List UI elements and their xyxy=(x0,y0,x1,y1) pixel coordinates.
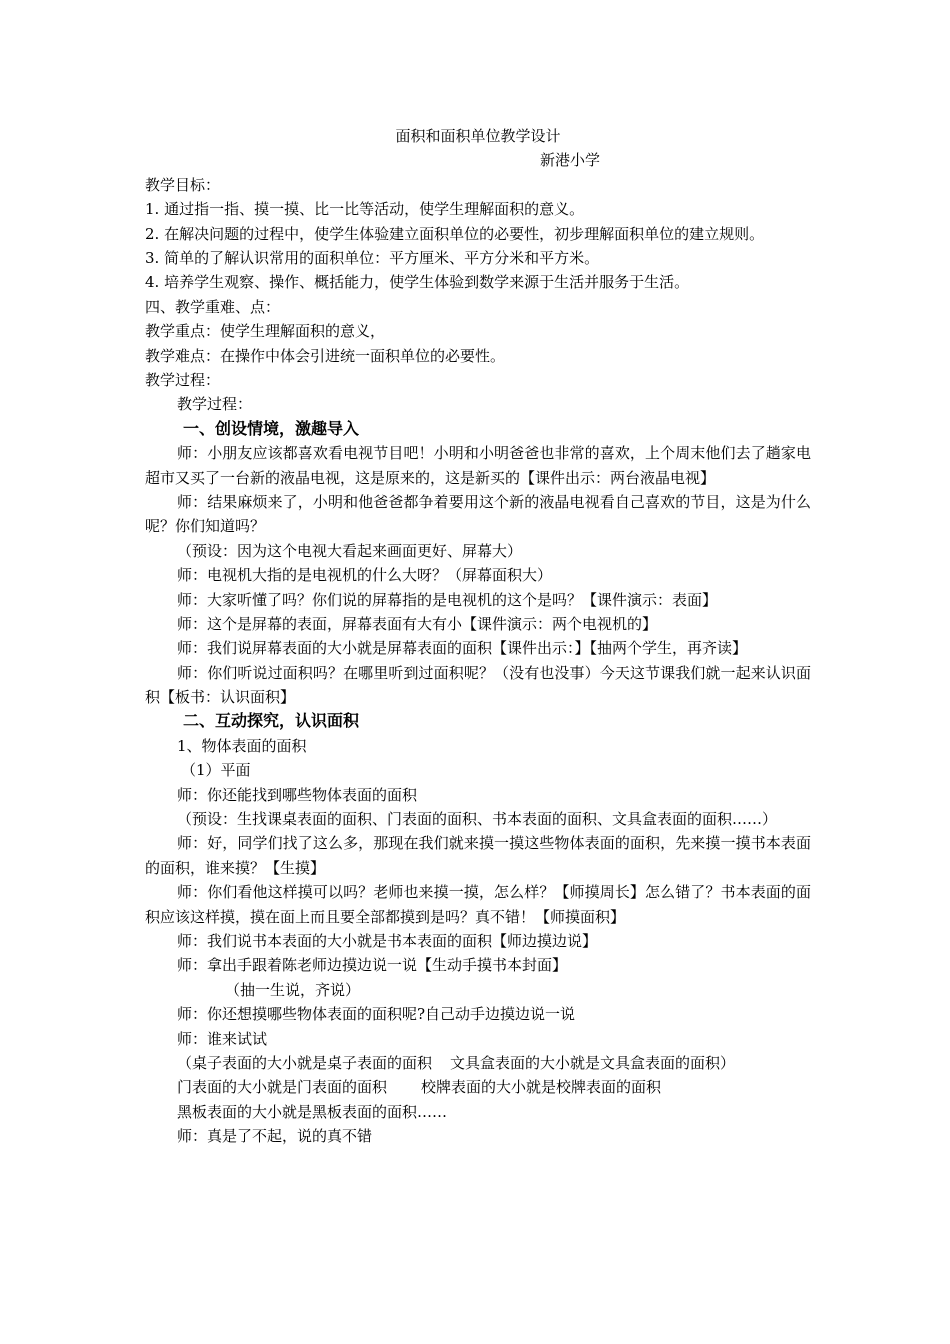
paragraph: （抽一生说，齐说） xyxy=(225,980,361,999)
example-line xyxy=(145,1075,811,1099)
paragraph: 师：我们说书本表面的大小就是书本表面的面积【师边摸边说】 xyxy=(177,932,598,951)
paragraph: 师：我们说屏幕表面的大小就是屏幕表面的面积【课件出示：】【抽两个学生，再齐读】 xyxy=(177,639,748,658)
paragraph: 师：你们听说过面积吗？在哪里听到过面积呢？（没有也没事）今天这节课我们就一起来认识面积【板书：认识面积】 xyxy=(145,663,811,707)
subsection-label: 1、物体表面的面积 xyxy=(177,736,307,755)
paragraph: 师：谁来试试 xyxy=(177,1029,268,1048)
section-heading: 一、创设情境，激趣导入 xyxy=(183,418,360,438)
example-text: 文具盒表面的大小就是文具盒表面的面积） xyxy=(450,1054,736,1073)
paragraph: （预设：因为这个电视大看起来画面更好、屏幕大） xyxy=(177,541,523,560)
paragraph: 师：电视机大指的是电视机的什么大呀？（屏幕面积大） xyxy=(177,566,553,585)
paragraph: 师：好，同学们找了这么多，那现在我们就来摸一摸这些物体表面的面积，先来摸一摸书本表面的面积，谁来摸？【生摸】 xyxy=(145,834,811,877)
key-point: 教学重点：使学生理解面积的意义， xyxy=(145,322,386,341)
subsection-label: （1）平面 xyxy=(181,761,251,780)
paragraph: 师：你们看他这样摸可以吗？老师也来摸一摸，怎么样？【师摸周长】怎么错了？书本表面的面积应该这样摸，摸在面上而且要全部都摸到是吗？真不错！【师摸面积】 xyxy=(145,883,811,926)
example-text: 校牌表面的大小就是校牌表面的面积 xyxy=(421,1078,662,1097)
example-text: （桌子表面的大小就是桌子表面的面积 xyxy=(177,1054,433,1073)
paragraph: 师：大家听懂了吗？你们说的屏幕指的是电视机的这个是吗？【课件演示：表面】 xyxy=(177,590,718,609)
goals-label: 教学目标： xyxy=(145,175,221,194)
process-label: 教学过程： xyxy=(145,370,221,389)
paragraph: 师：结果麻烦来了，小明和他爸爸都争着要用这个新的液晶电视看自己喜欢的节目，这是为什么呢？你们知道吗？ xyxy=(145,492,811,536)
paragraph: 师：真是了不起，说的真不错 xyxy=(177,1127,373,1146)
goal-item: 2. 在解决问题的过程中，使学生体验建立面积单位的必要性，初步理解面积单位的建立规则。 xyxy=(145,224,765,243)
example-text: 门表面的大小就是门表面的面积 xyxy=(177,1078,388,1097)
difficulty-label: 四、教学重难、点： xyxy=(145,297,281,316)
example-line xyxy=(145,1051,811,1075)
goal-item: 3. 简单的了解认识常用的面积单位：平方厘米、平方分米和平方米。 xyxy=(145,248,600,267)
paragraph: 师：你还能找到哪些物体表面的面积 xyxy=(177,785,418,804)
paragraph: 师：这个是屏幕的表面，屏幕表面有大有小【课件演示：两个电视机的】 xyxy=(177,614,658,633)
example-line: 黑板表面的大小就是黑板表面的面积…… xyxy=(177,1102,448,1121)
goal-item: 1. 通过指一指、摸一摸、比一比等活动，使学生理解面积的意义。 xyxy=(145,200,585,219)
school-name: 新港小学 xyxy=(540,151,601,170)
paragraph: 师：小朋友应该都喜欢看电视节目吧！小明和小明爸爸也非常的喜欢，上个周末他们去了趟家电超市又买了一台新的液晶电视，这是原来的，这是新买的【课件出示：两台液晶电视】 xyxy=(145,444,811,487)
document-body xyxy=(145,124,811,1149)
paragraph: 师：拿出手跟着陈老师边摸边说一说【生动手摸书本封面】 xyxy=(177,956,568,975)
goal-item: 4. 培养学生观察、操作、概括能力，使学生体验到数学来源于生活并服务于生活。 xyxy=(145,273,690,292)
paragraph: 师：你还想摸哪些物体表面的面积呢?自己动手边摸边说一说 xyxy=(177,1005,576,1024)
section-heading: 二、互动探究，认识面积 xyxy=(183,711,360,731)
paragraph: （预设：生找课桌表面的面积、门表面的面积、书本表面的面积、文具盒表面的面积……） xyxy=(177,810,778,829)
process-label-indented: 教学过程： xyxy=(177,395,253,414)
document-title: 面积和面积单位教学设计 xyxy=(395,127,561,145)
hard-point: 教学难点：在操作中体会引进统一面积单位的必要性。 xyxy=(145,346,506,365)
